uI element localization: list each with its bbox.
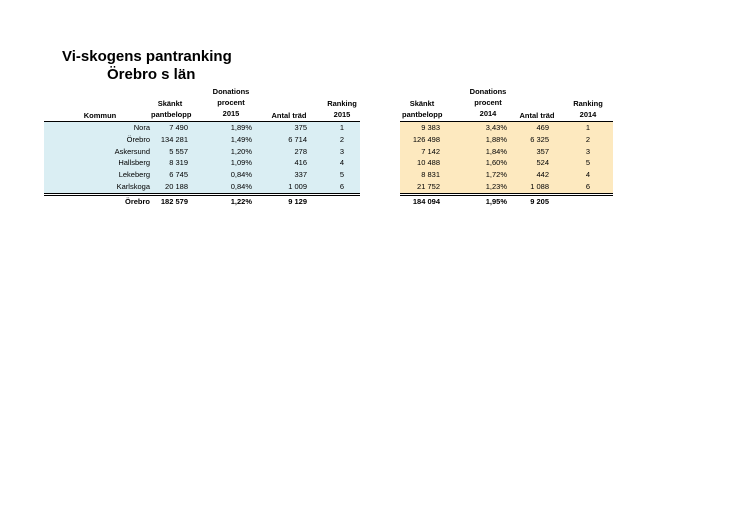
cell-procent-2014: 3,43% [485, 123, 507, 132]
cell-belopp-2014: 7 142 [421, 146, 440, 156]
cell-kommun: Karlskoga [116, 182, 150, 191]
cell-belopp-2015: 7 490 [169, 123, 188, 132]
cell-ranking-2015: 3 [339, 146, 345, 156]
total-trad-2015: 9 129 [288, 197, 307, 206]
cell-trad-2014: 1 088 [530, 182, 549, 191]
cell-trad-2015: 1 009 [288, 182, 307, 191]
cell-trad-2014: 469 [536, 123, 549, 132]
header-skankt-2014: Skänkt pantbelopp [402, 99, 443, 119]
header-kommun: Kommun [83, 111, 117, 120]
header-donations-2015: Donations procent 2015 [212, 87, 250, 118]
cell-procent-2015: 1,49% [230, 134, 252, 144]
page-title: Vi-skogens pantranking [62, 48, 232, 65]
table-row [0, 169, 746, 181]
cell-ranking-2015: 6 [339, 182, 345, 191]
cell-procent-2015: 0,84% [230, 182, 252, 191]
cell-ranking-2015: 4 [339, 158, 345, 168]
cell-trad-2015: 375 [294, 123, 307, 132]
cell-belopp-2014: 21 752 [417, 182, 440, 191]
cell-procent-2015: 1,09% [230, 158, 252, 168]
cell-ranking-2014: 6 [585, 182, 591, 191]
total-rule-left-1 [44, 193, 360, 194]
cell-ranking-2015: 2 [339, 134, 345, 144]
cell-ranking-2014: 5 [585, 158, 591, 168]
cell-procent-2014: 1,23% [485, 182, 507, 191]
header-antal-2015: Antal träd [271, 111, 307, 120]
cell-ranking-2015: 5 [339, 170, 345, 180]
cell-procent-2014: 1,60% [485, 158, 507, 168]
header-antal-2014: Antal träd [519, 111, 555, 120]
cell-procent-2014: 1,72% [485, 170, 507, 180]
header-ranking-2014: Ranking 2014 [573, 99, 603, 119]
cell-ranking-2014: 4 [585, 170, 591, 180]
cell-ranking-2014: 2 [585, 134, 591, 144]
cell-ranking-2015: 1 [339, 123, 345, 132]
cell-trad-2014: 524 [536, 158, 549, 168]
header-ranking-2015: Ranking 2015 [327, 99, 357, 119]
cell-trad-2015: 278 [294, 146, 307, 156]
total-procent-2014: 1,95% [485, 197, 507, 206]
table-row [0, 157, 746, 169]
total-belopp-2015: 182 579 [160, 197, 188, 206]
page-subtitle: Örebro s län [107, 66, 196, 83]
total-kommun: Örebro [124, 197, 150, 206]
cell-belopp-2015: 6 745 [169, 170, 188, 180]
total-procent-2015: 1,22% [230, 197, 252, 206]
cell-ranking-2014: 1 [585, 123, 591, 132]
cell-procent-2014: 1,84% [485, 146, 507, 156]
cell-trad-2014: 6 325 [530, 134, 549, 144]
cell-belopp-2015: 8 319 [169, 158, 188, 168]
cell-kommun: Lekeberg [118, 170, 150, 180]
cell-kommun: Hallsberg [118, 158, 150, 168]
header-donations-2014: Donations procent 2014 [469, 87, 507, 118]
table-row [0, 146, 746, 158]
total-row [0, 196, 746, 208]
cell-belopp-2015: 20 188 [165, 182, 188, 191]
cell-belopp-2014: 126 498 [412, 134, 440, 144]
cell-trad-2015: 6 714 [288, 134, 307, 144]
total-trad-2014: 9 205 [530, 197, 549, 206]
cell-kommun: Askersund [114, 146, 150, 156]
cell-kommun: Örebro [126, 134, 150, 144]
cell-belopp-2015: 5 557 [169, 146, 188, 156]
total-rule-right-1 [400, 193, 613, 194]
cell-trad-2014: 442 [536, 170, 549, 180]
cell-procent-2014: 1,88% [485, 134, 507, 144]
cell-ranking-2014: 3 [585, 146, 591, 156]
header-skankt-2015: Skänkt pantbelopp [151, 99, 192, 119]
cell-trad-2015: 337 [294, 170, 307, 180]
cell-trad-2015: 416 [294, 158, 307, 168]
cell-procent-2015: 1,20% [230, 146, 252, 156]
cell-procent-2015: 0,84% [230, 170, 252, 180]
cell-procent-2015: 1,89% [230, 123, 252, 132]
cell-belopp-2014: 9 383 [421, 123, 440, 132]
cell-belopp-2014: 10 488 [417, 158, 440, 168]
cell-belopp-2015: 134 281 [160, 134, 188, 144]
table-row [0, 122, 746, 134]
table-row [0, 134, 746, 146]
total-belopp-2014: 184 094 [412, 197, 440, 206]
table-row [0, 181, 746, 193]
cell-belopp-2014: 8 831 [421, 170, 440, 180]
cell-kommun: Nora [133, 123, 150, 132]
cell-trad-2014: 357 [536, 146, 549, 156]
